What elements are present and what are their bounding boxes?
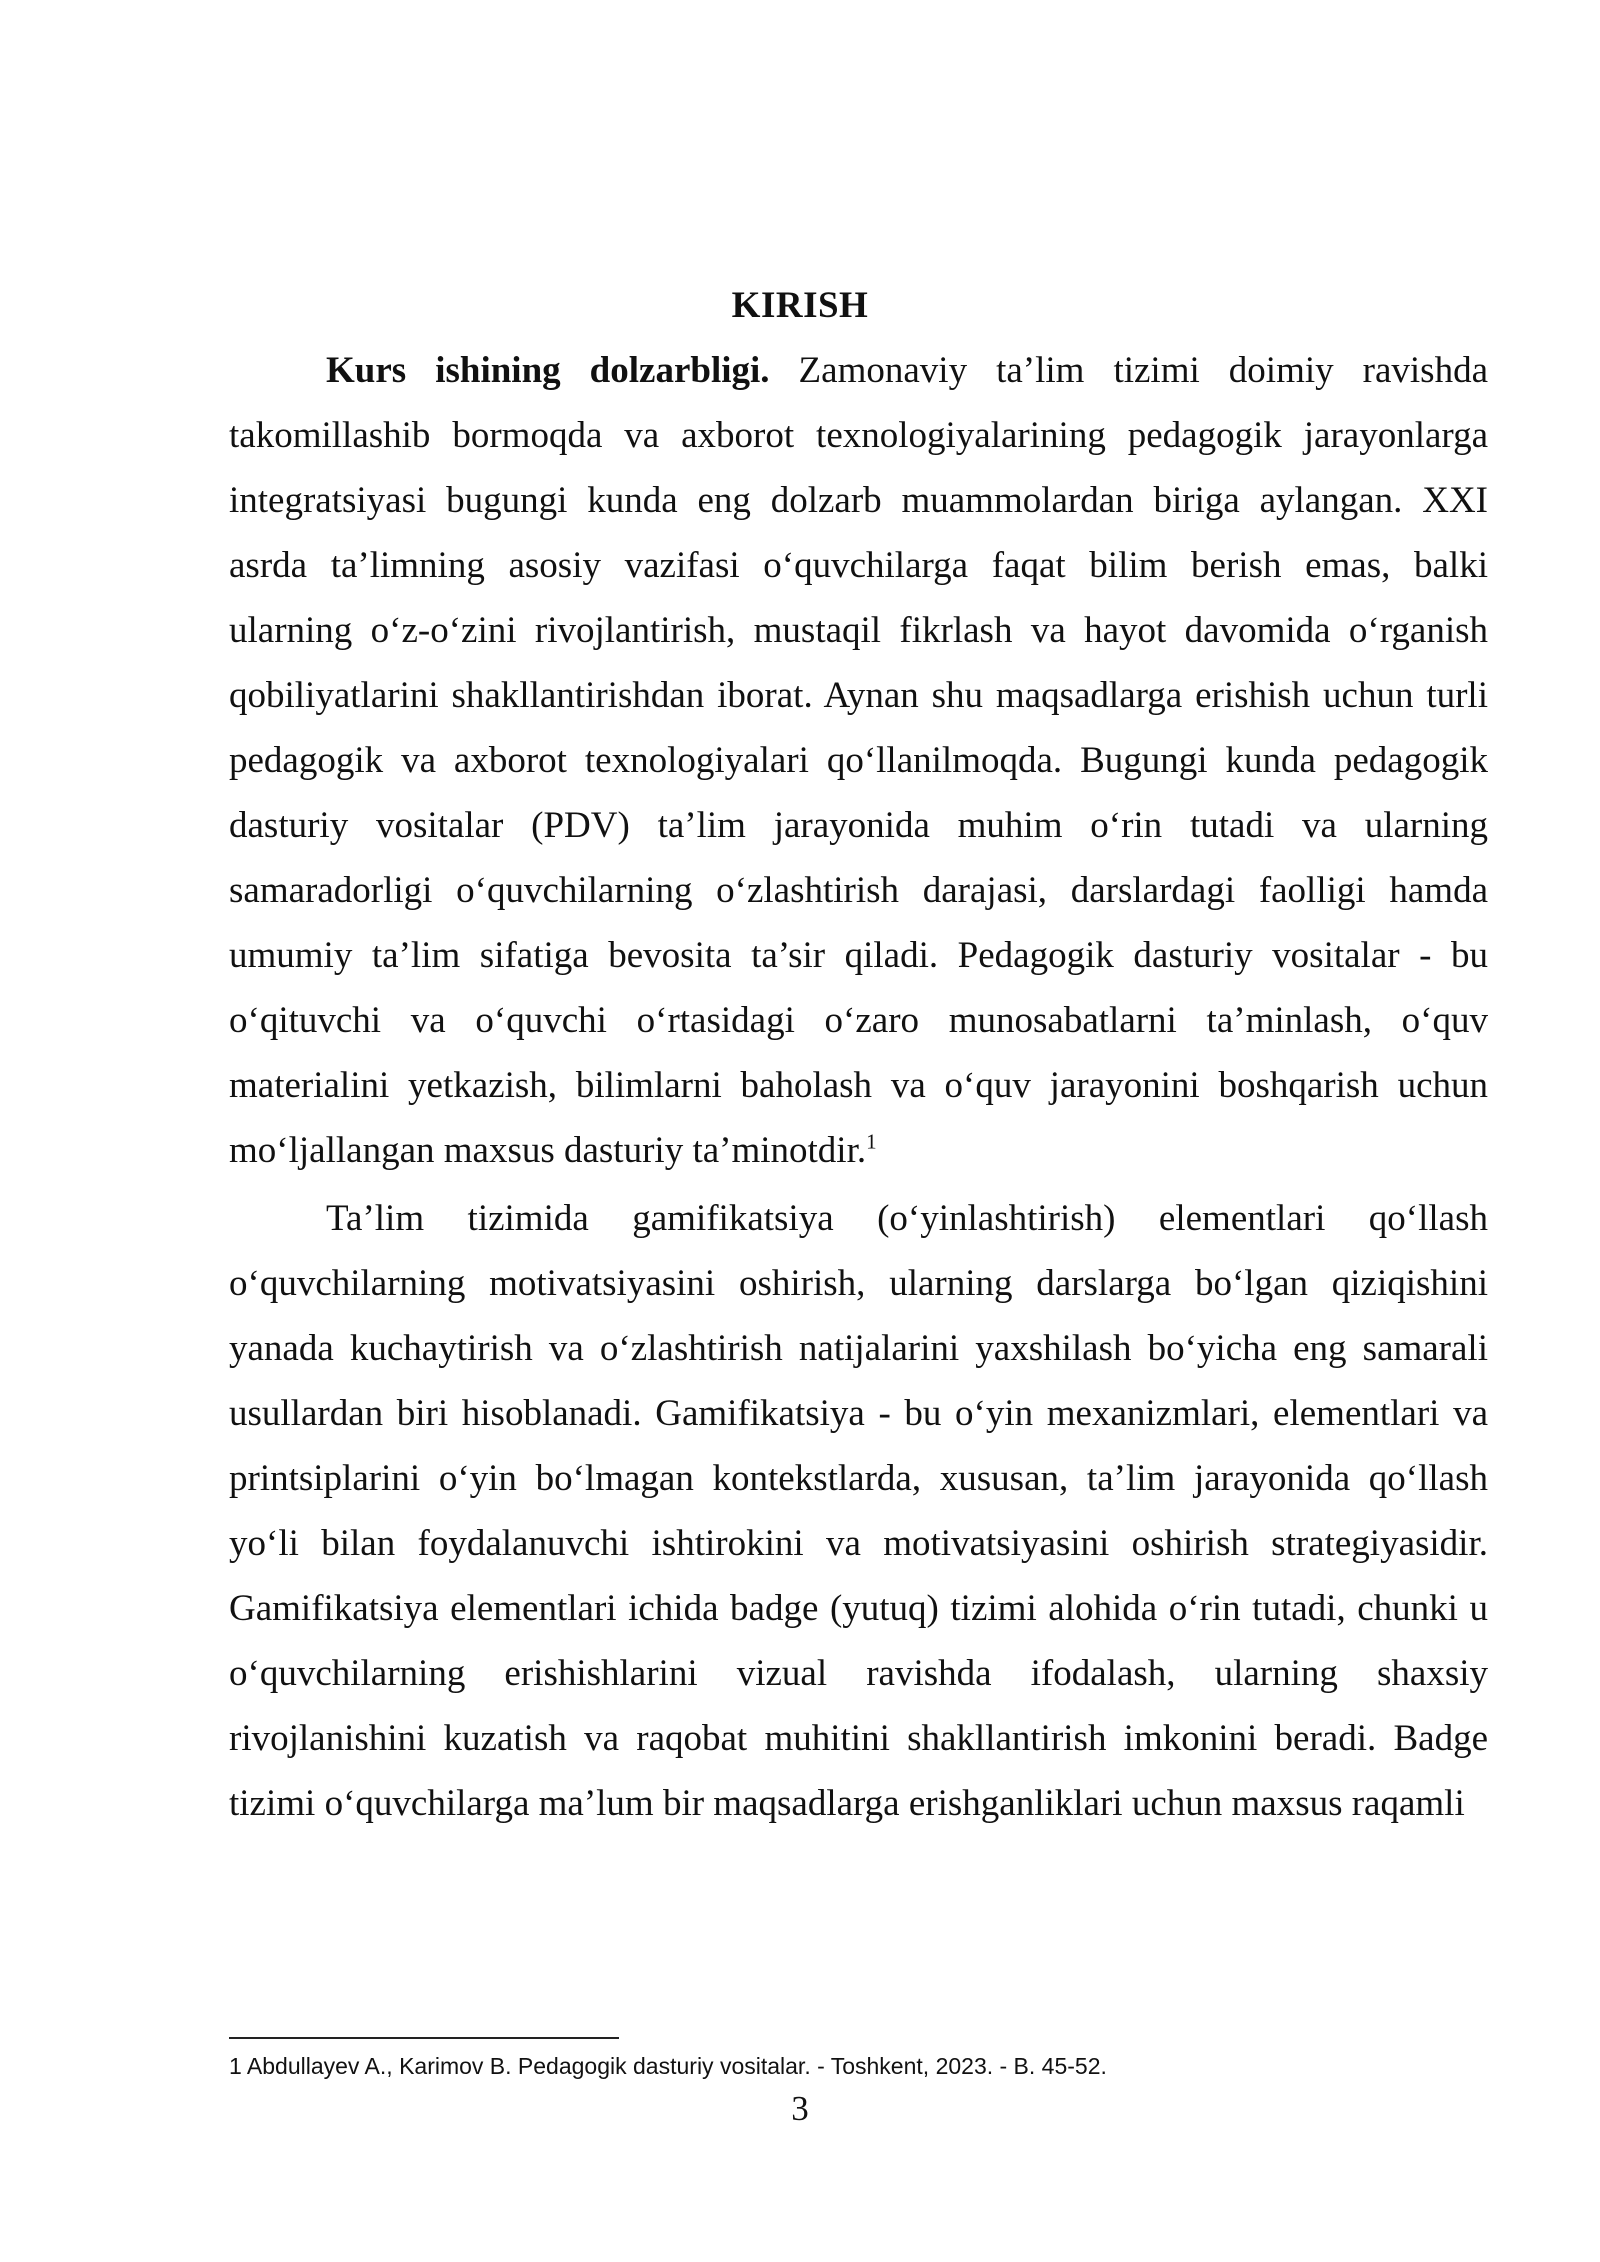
section-heading: KIRISH bbox=[731, 285, 869, 326]
footnote-text: 1 Abdullayev A., Karimov B. Pedagogik dasturiy vositalar. - Toshkent, 2023. - B. 45-52. bbox=[229, 2053, 1107, 2079]
paragraph-body-text: Zamonaviy ta’lim tizimi doimiy ravishda takomillashib bormoqda va axborot texnologiyalarining pedagogik jarayonlarga integratsiyasi bugungi kunda eng dolzarb muammolardan biriga aylangan. XXI asrda ta’limning asosiy vazifasi o‘quvchilarga faqat bilim berish emas, balki ularning o‘z-o‘zini rivojlantirish, mustaqil fikrlash va hayot davomida o‘rganish qobiliyatlarini shakllantirishdan iborat. Aynan shu maqsadlarga erishish uchun turli pedagogik va axborot texnologiyalari qo‘llanilmoqda. Bugungi kunda pedagogik dasturiy vositalar (PDV) ta’lim jarayonida muhim o‘rin tutadi va ularning samaradorligi o‘quvchilarning o‘zlashtirish darajasi, darslardagi faolligi hamda umumiy ta’lim sifatiga bevosita ta’sir qiladi. Pedagogik dasturiy vositalar - bu o‘qituvchi va o‘quvchi o‘rtasidagi o‘zaro munosabatlarni ta’minlash, o‘quv materialini yetkazish, bilimlarni baholash va o‘quv jarayonini boshqarish uchun mo‘ljallangan maxsus dasturiy ta’minotdir. bbox=[229, 350, 1488, 1171]
page-number: 3 bbox=[791, 2089, 809, 2128]
paragraph-relevance bbox=[229, 338, 1488, 1183]
paragraph-gamification bbox=[229, 1186, 1488, 1836]
paragraph-body-text: Ta’lim tizimida gamifikatsiya (o‘yinlashtirish) elementlari qo‘llash o‘quvchilarning motivatsiyasini oshirish, ularning darslarga bo‘lgan qiziqishini yanada kuchaytirish va o‘zlashtirish natijalarini yaxshilash bo‘yicha eng samarali usullardan biri hisoblanadi. Gamifikatsiya - bu o‘yin mexanizmlari, elementlari va printsiplarini o‘yin bo‘lmagan kontekstlarda, xususan, ta’lim jarayonida qo‘llash yo‘li bilan foydalanuvchi ishtirokini va motivatsiyasini oshirish strategiyasidir. Gamifikatsiya elementlari ichida badge (yutuq) tizimi alohida o‘rin tutadi, chunki u o‘quvchilarning erishishlarini vizual ravishda ifodalash, ularning shaxsiy rivojlanishini kuzatish va raqobat muhitini shakllantirish imkonini beradi. Badge tizimi o‘quvchilarga ma’lum bir maqsadlarga erishganliklari uchun maxsus raqamli bbox=[229, 1198, 1488, 1824]
footnote-separator bbox=[229, 2037, 619, 2039]
paragraph-lead-bold: Kurs ishining dolzarbligi. bbox=[326, 350, 770, 391]
footnote-reference[interactable]: 1 bbox=[866, 1129, 877, 1154]
